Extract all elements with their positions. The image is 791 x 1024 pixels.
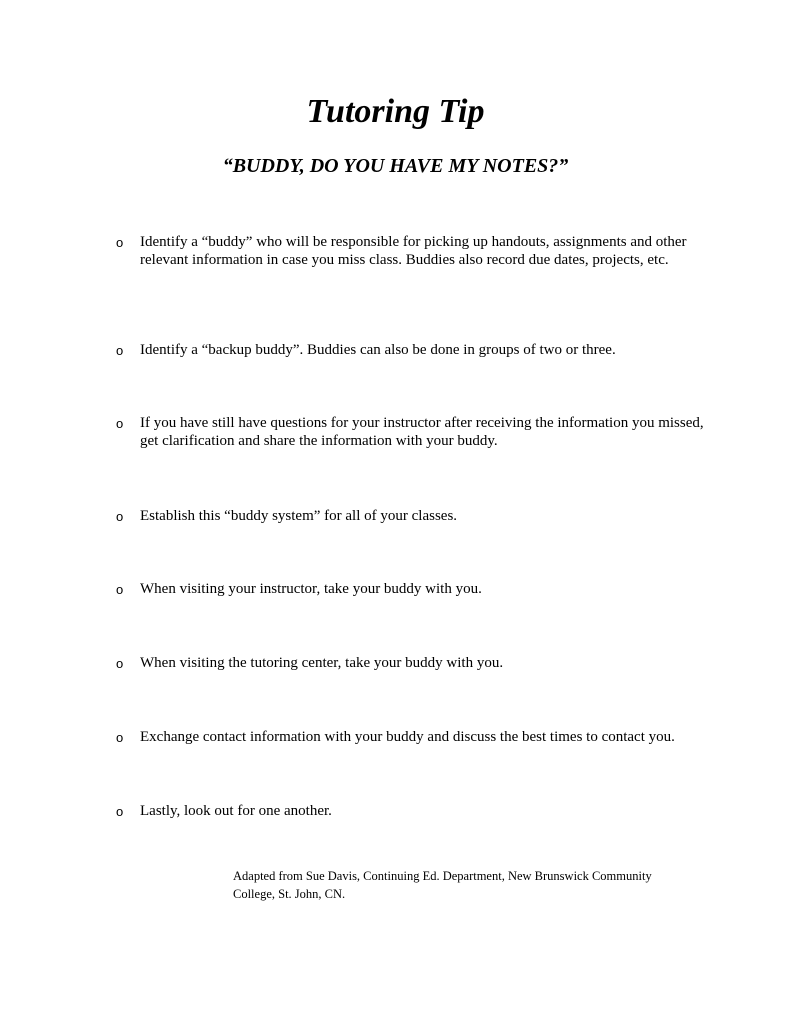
tip-text: When visiting the tutoring center, take your buddy with you. xyxy=(140,655,504,671)
tip-item xyxy=(116,728,716,746)
bullet-icon: o xyxy=(116,656,124,671)
tip-item xyxy=(116,654,706,672)
bullet-icon: o xyxy=(116,343,124,358)
page-subtitle: “BUDDY, DO YOU HAVE MY NOTES?” xyxy=(222,155,569,177)
bullet-icon: o xyxy=(116,235,124,250)
tip-item xyxy=(116,507,706,525)
bullet-icon: o xyxy=(116,730,124,745)
tip-text: When visiting your instructor, take your buddy with you. xyxy=(140,581,482,597)
bullet-icon: o xyxy=(116,804,124,819)
bullet-icon: o xyxy=(116,582,124,597)
tip-item xyxy=(116,341,706,359)
tip-item xyxy=(116,580,706,598)
tip-text: Establish this “buddy system” for all of your classes. xyxy=(140,508,458,524)
source-credit: Adapted from Sue Davis, Continuing Ed. Department, New Brunswick Community College, St. John, CN. xyxy=(233,869,652,901)
tip-text: Lastly, look out for one another. xyxy=(140,803,332,819)
tip-item xyxy=(116,233,706,269)
tip-text: Identify a “backup buddy”. Buddies can also be done in groups of two or three. xyxy=(140,342,616,358)
tip-text: Identify a “buddy” who will be responsible for picking up handouts, assignments and other relevant information in case you miss class. Buddies also record due dates, projects, etc. xyxy=(140,234,687,268)
tip-item xyxy=(116,414,706,450)
bullet-icon: o xyxy=(116,509,124,524)
tip-item xyxy=(116,802,706,820)
tip-text: If you have still have questions for your instructor after receiving the information you missed, get clarification and share the information with your buddy. xyxy=(140,415,704,449)
bullet-icon: o xyxy=(116,416,124,431)
tip-text: Exchange contact information with your buddy and discuss the best times to contact you. xyxy=(140,729,675,745)
page-title: Tutoring Tip xyxy=(306,93,485,130)
